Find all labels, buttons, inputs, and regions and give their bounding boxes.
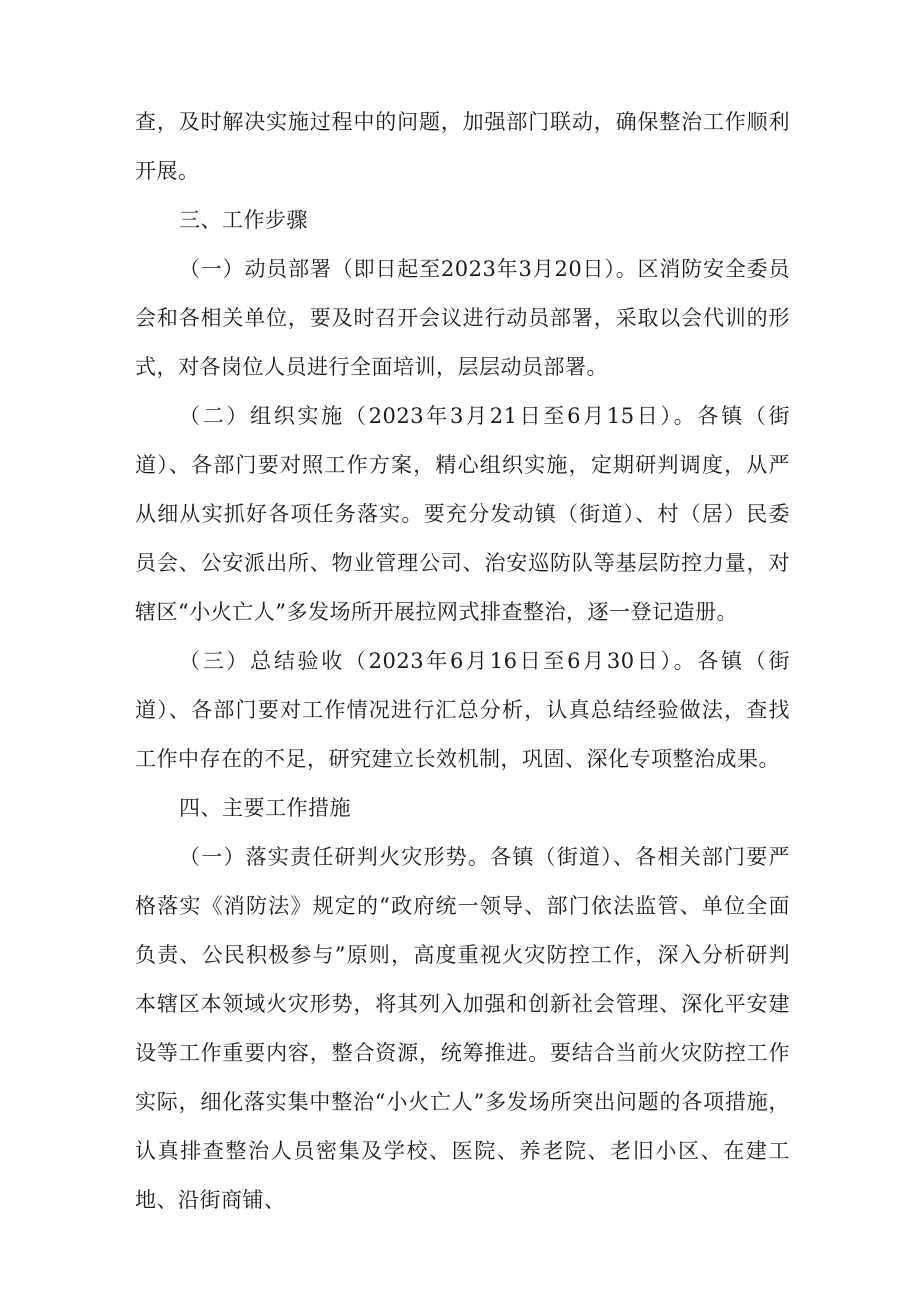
section-heading-work-steps: 三、工作步骤: [179, 208, 308, 232]
section-heading-main-measures: 四、主要工作措施: [179, 796, 351, 820]
paragraph-continuation: 查，及时解决实施过程中的问题，加强部门联动，确保整治工作顺利开展。: [135, 110, 790, 183]
paragraph-step-3-acceptance: （三）总结验收（2023年6月16日至6月30日）。各镇（街道）、各部门要对工作情况进行汇总分析，认真总结经验做法，查找工作中存在的不足，研究建立长效机制，巩固、深化专项整治成果。: [135, 649, 790, 771]
paragraph-step-2-implementation: （二）组织实施（2023年3月21日至6月15日）。各镇（街道）、各部门要对照工作方案，精心组织实施，定期研判调度，从严从细从实抓好各项任务落实。要充分发动镇（街道）、村（居）民委员会、公安派出所、物业管理公司、治安巡防队等基层防控力量，对辖区“小火亡人”多发场所开展拉网式排查整治，逐一登记造册。: [135, 404, 790, 624]
paragraph-step-1-mobilization: （一）动员部署（即日起至2023年3月20日）。区消防安全委员会和各相关单位，要及时召开会议进行动员部署，采取以会代训的形式，对各岗位人员进行全面培训，层层动员部署。: [135, 257, 790, 379]
paragraph-measure-1-responsibility: （一）落实责任研判火灾形势。各镇（街道）、各相关部门要严格落实《消防法》规定的“政府统一领导、部门依法监管、单位全面负责、公民积极参与”原则，高度重视火灾防控工作，深入分析研判本辖区本领域火灾形势，将其列入加强和创新社会管理、深化平安建设等工作重要内容，整合资源，统筹推进。要结合当前火灾防控工作实际，细化落实集中整治“小火亡人”多发场所突出问题的各项措施，认真排查整治人员密集及学校、医院、养老院、老旧小区、在建工地、沿街商铺、: [135, 845, 790, 1212]
